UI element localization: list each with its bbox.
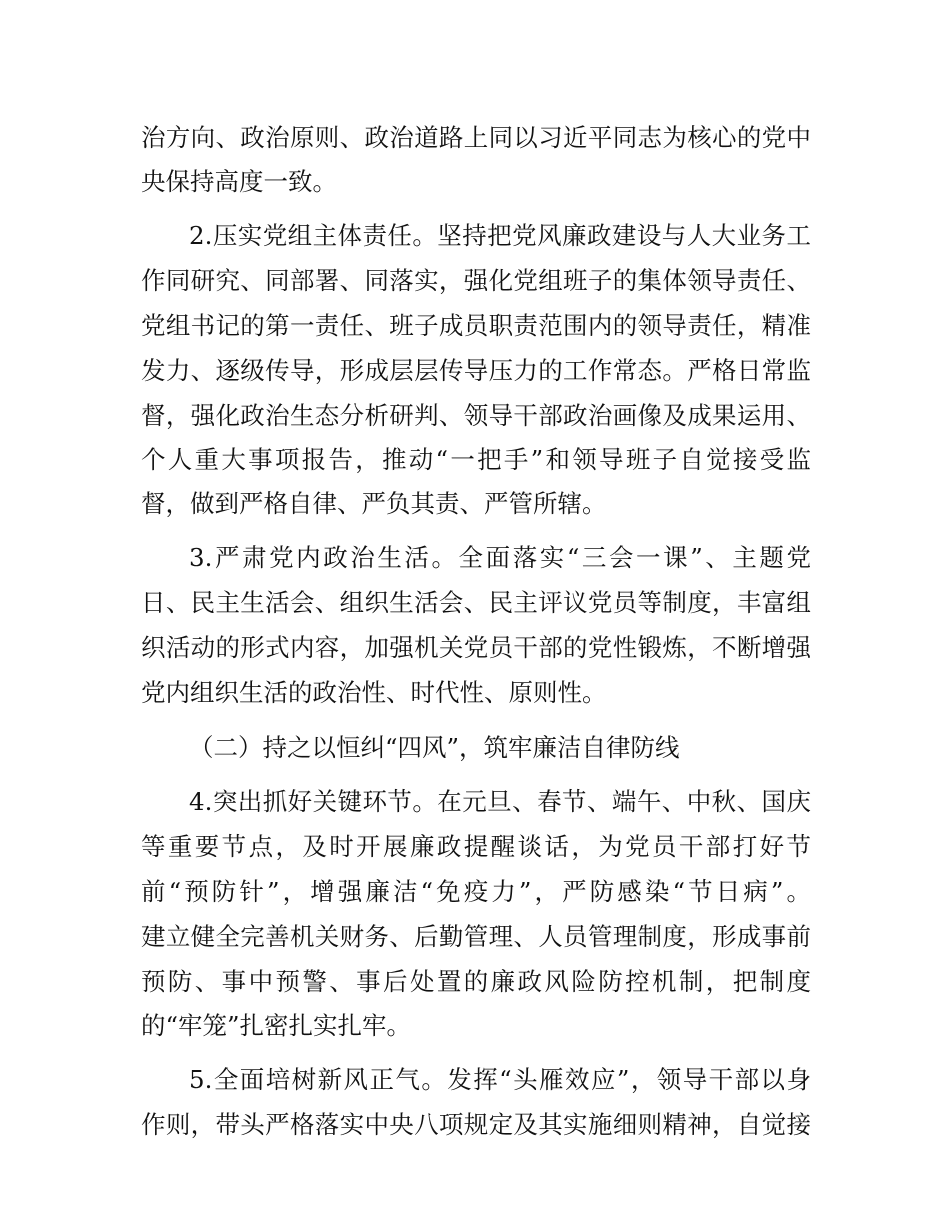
text-line: 预防、事中预警、事后处置的廉政风险防控机制，把制度 <box>141 967 811 996</box>
text-line: 发力、逐级传导，形成层层传导压力的工作常态。严格日常监 <box>141 356 811 385</box>
text-line: 央保持高度一致。 <box>141 167 337 196</box>
section-heading: （二）持之以恒纠“四风”，筑牢廉洁自律防线 <box>189 733 680 762</box>
text-line: 督，做到严格自律、严负其责、严管所辖。 <box>141 489 607 518</box>
paragraph-4-start: 4.突出抓好关键环节。在元旦、春节、端午、中秋、国庆 <box>189 787 811 816</box>
text-line: 日、民主生活会、组织生活会、民主评议党员等制度，丰富组 <box>141 588 811 617</box>
text-line: 作同研究、同部署、同落实，强化党组班子的集体领导责任、 <box>141 266 811 295</box>
text-line: 作则，带头严格落实中央八项规定及其实施细则精神，自觉接 <box>141 1110 811 1139</box>
text-line: 等重要节点，及时开展廉政提醒谈话，为党员干部打好节 <box>141 832 811 861</box>
text-line: 建立健全完善机关财务、后勤管理、人员管理制度，形成事前 <box>141 922 811 951</box>
text-line: 的“牢笼”扎密扎实扎牢。 <box>141 1011 412 1040</box>
paragraph-5-start: 5.全面培树新风正气。发挥“头雁效应”，领导干部以身 <box>189 1065 811 1094</box>
text-line: 督，强化政治生态分析研判、领导干部政治画像及成果运用、 <box>141 401 811 430</box>
text-line: 党组书记的第一责任、班子成员职责范围内的领导责任，精准 <box>141 311 811 340</box>
text-line: 党内组织生活的政治性、时代性、原则性。 <box>141 678 607 707</box>
text-line: 治方向、政治原则、政治道路上同以习近平同志为核心的党中 <box>141 123 811 152</box>
paragraph-2-start: 2.压实党组主体责任。坚持把党风廉政建设与人大业务工 <box>189 221 811 250</box>
text-line: 个人重大事项报告，推动“一把手”和领导班子自觉接受监 <box>141 445 811 474</box>
text-line: 前“预防针”，增强廉洁“免疫力”，严防感染“节日病”。 <box>141 877 811 906</box>
text-line: 织活动的形式内容，加强机关党员干部的党性锻炼，不断增强 <box>141 633 811 662</box>
paragraph-3-start: 3.严肃党内政治生活。全面落实“三会一课”、主题党 <box>189 543 811 572</box>
